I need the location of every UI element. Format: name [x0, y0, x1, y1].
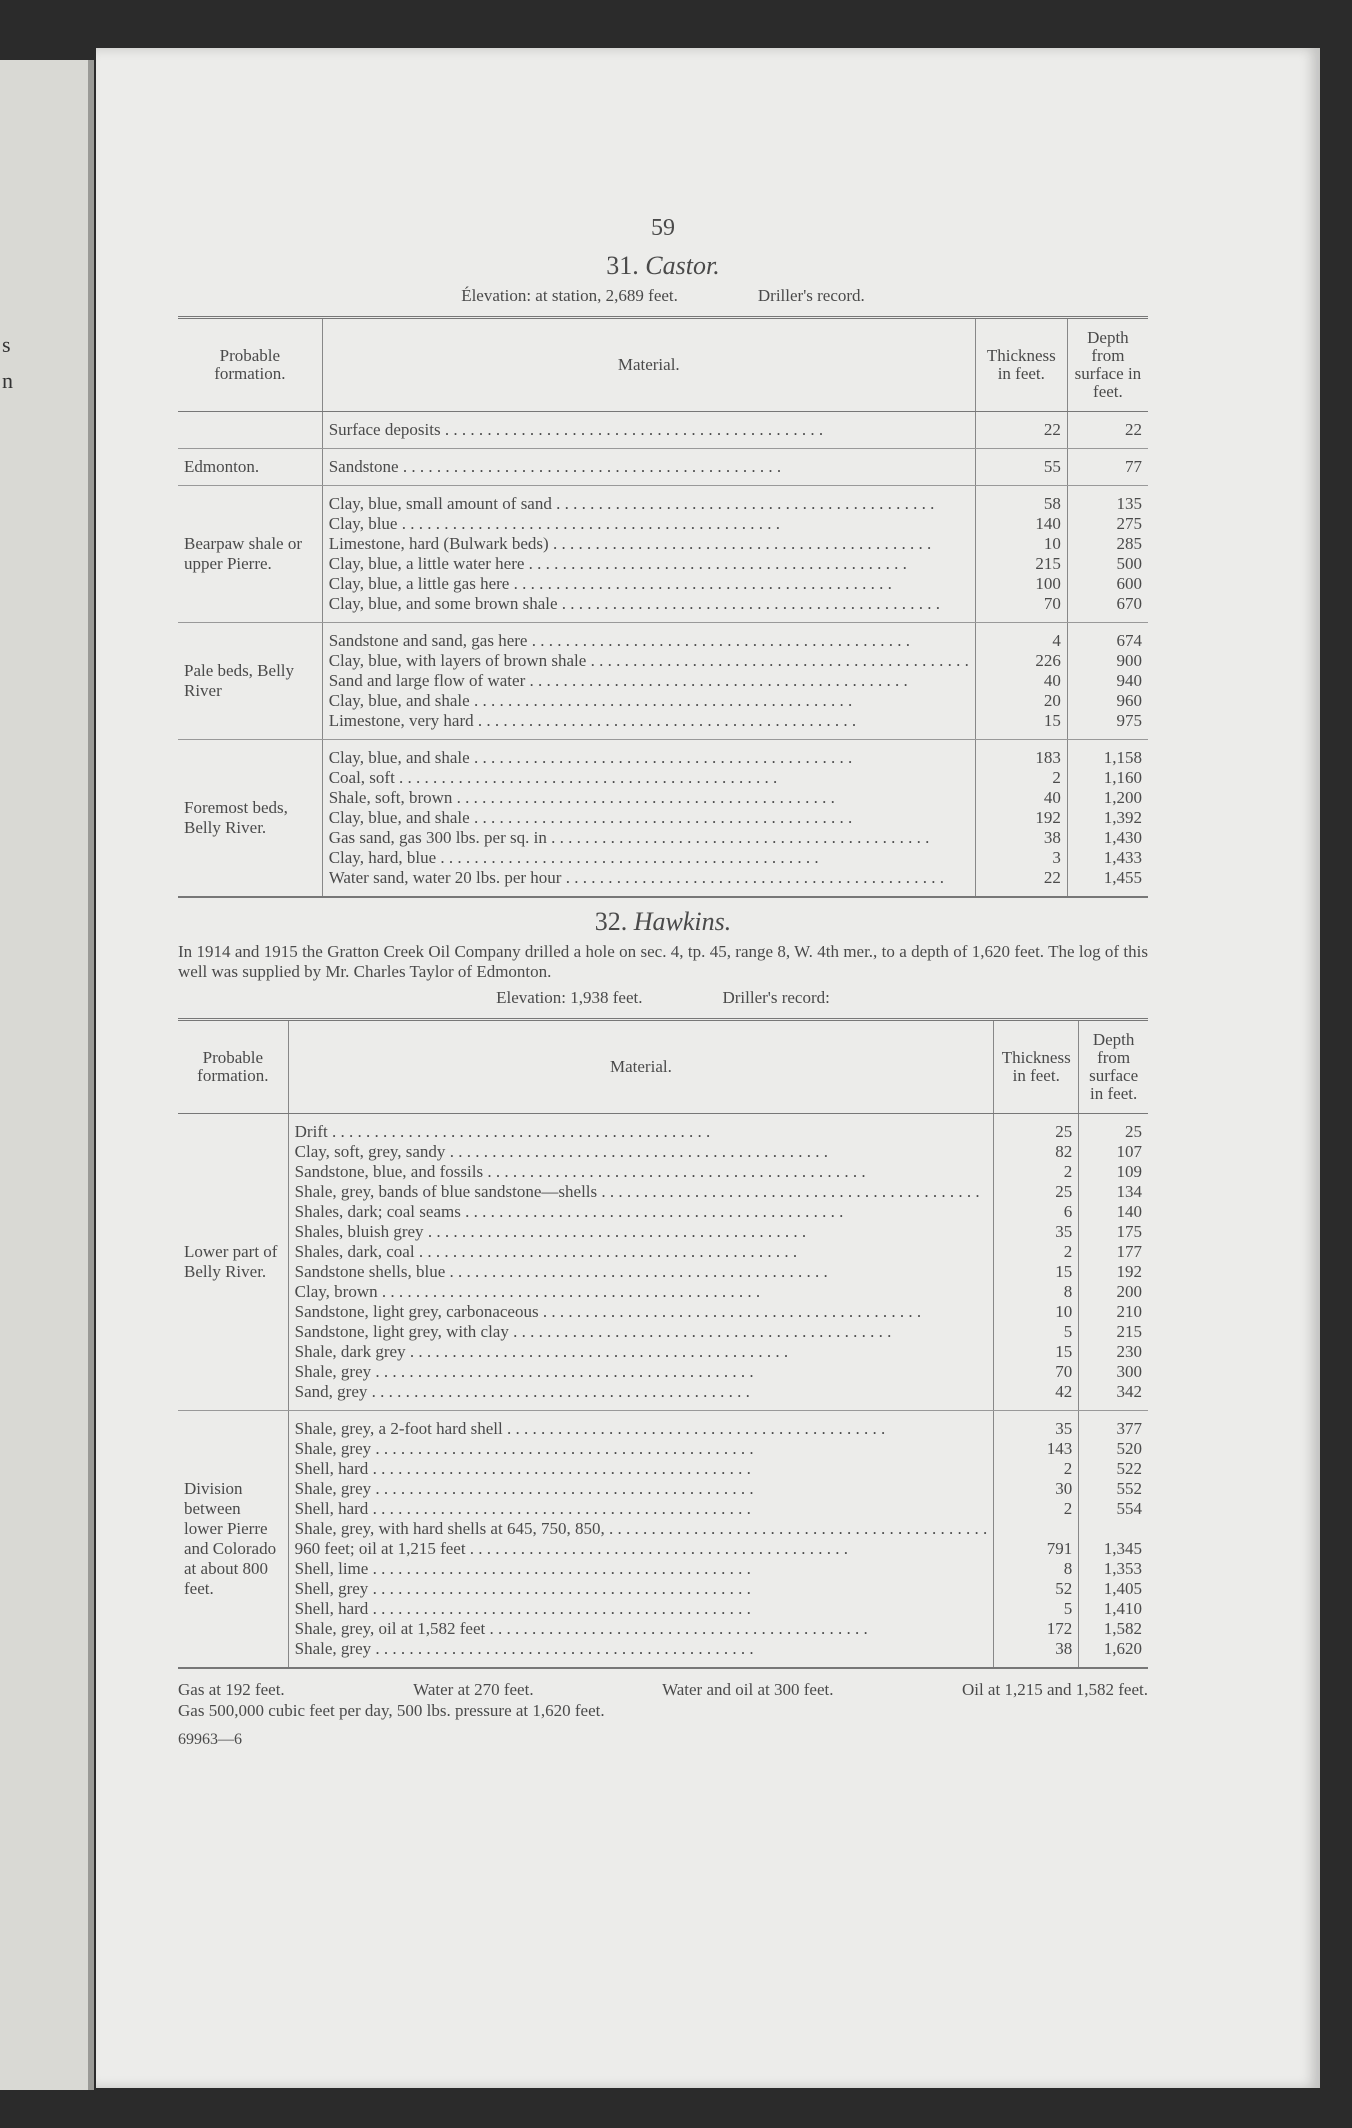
formation-cell: Edmonton.	[178, 449, 322, 486]
depth-value: 215	[1116, 1322, 1142, 1341]
thickness-value: 70	[1043, 594, 1061, 613]
depth-value: 175	[1116, 1222, 1142, 1241]
material-line: Clay, blue, small amount of sand . . .	[329, 494, 969, 514]
material-line: Sandstone . . .	[329, 457, 969, 477]
material-line: Shale, grey, with hard shells at 645, 750, 850, . . .	[295, 1519, 988, 1539]
section-number: 31.	[606, 251, 639, 280]
thickness-value: 140	[1035, 514, 1061, 533]
section-name: Hawkins.	[633, 907, 732, 936]
material-line: Clay, hard, blue . . .	[329, 848, 969, 868]
footnote-line	[178, 1679, 1148, 1700]
depth-value: 940	[1116, 671, 1142, 690]
thickness-value: 35	[1055, 1419, 1073, 1438]
depth-value: 135	[1116, 494, 1142, 513]
material-line: Sand, grey . . .	[295, 1382, 988, 1402]
thickness-value: 15	[1055, 1342, 1073, 1361]
material-cell	[288, 1411, 994, 1669]
section-title	[178, 907, 1148, 936]
left-margin-char: s	[2, 332, 11, 357]
thickness-value: 30	[1055, 1479, 1073, 1498]
thickness-cell	[975, 412, 1067, 449]
depth-value: 670	[1116, 594, 1142, 613]
table-row	[178, 740, 1148, 898]
thickness-value: 143	[1046, 1439, 1073, 1458]
material-cell	[322, 623, 975, 740]
material-line: Sandstone, light grey, carbonaceous . . .	[295, 1302, 988, 1322]
material-line: Shale, grey . . .	[295, 1479, 988, 1499]
depth-value: 300	[1116, 1362, 1142, 1381]
thickness-value: 25	[1055, 1122, 1073, 1141]
thickness-cell	[975, 486, 1067, 623]
material-line: Shell, hard . . .	[295, 1599, 988, 1619]
table-row	[178, 486, 1148, 623]
depth-value: 134	[1116, 1182, 1142, 1201]
left-page-edge	[0, 60, 94, 2090]
record-type: Driller's record:	[722, 988, 830, 1007]
thickness-value: 215	[1035, 554, 1061, 573]
depth-value: 1,392	[1103, 808, 1142, 827]
depth-value: 107	[1116, 1142, 1142, 1161]
depth-value: 554	[1116, 1499, 1142, 1518]
thickness-value: 22	[1043, 868, 1061, 887]
thickness-value: 70	[1055, 1362, 1073, 1381]
section-intro: In 1914 and 1915 the Gratton Creek Oil Company drilled a hole on sec. 4, tp. 45, range 8, W. 4th mer., to a depth of 1,620 feet. The log of this well was supplied by Mr. Charles Taylor of Edmonton.	[178, 942, 1148, 981]
table-row	[178, 412, 1148, 449]
material-line: Clay, blue, and shale . . .	[329, 808, 969, 828]
thickness-value: 2	[1052, 768, 1061, 787]
material-cell	[322, 740, 975, 898]
material-line: Water sand, water 20 lbs. per hour . . .	[329, 868, 969, 888]
thickness-value: 2	[1063, 1459, 1073, 1478]
depth-value: 230	[1116, 1342, 1142, 1361]
thickness-value: 35	[1055, 1222, 1073, 1241]
depth-value: 520	[1116, 1439, 1142, 1458]
material-line: Gas sand, gas 300 lbs. per sq. in . . .	[329, 828, 969, 848]
depth-value: 377	[1116, 1419, 1142, 1438]
depth-value	[1085, 1519, 1142, 1539]
thickness-value: 25	[1055, 1182, 1073, 1201]
thickness-value: 38	[1043, 828, 1061, 847]
material-line: Limestone, very hard . . .	[329, 711, 969, 731]
depth-value: 1,405	[1103, 1579, 1142, 1598]
thickness-value: 40	[1043, 788, 1061, 807]
material-line: Clay, blue, a little water here . . .	[329, 554, 969, 574]
note-water: Water at 270 feet.	[413, 1680, 534, 1699]
depth-value: 975	[1116, 711, 1142, 730]
depth-value: 900	[1116, 651, 1142, 670]
depth-cell	[1067, 486, 1148, 623]
note-water-oil: Water and oil at 300 feet.	[662, 1680, 834, 1699]
thickness-value: 52	[1055, 1579, 1073, 1598]
thickness-value: 183	[1035, 748, 1061, 767]
material-line: Clay, blue, and some brown shale . . .	[329, 594, 969, 614]
material-line: Limestone, hard (Bulwark beds) . . .	[329, 534, 969, 554]
header-formation: Probable formation.	[178, 318, 322, 412]
table-row	[178, 623, 1148, 740]
footnotes	[178, 1679, 1148, 1750]
thickness-value	[1000, 1519, 1072, 1539]
material-line: Shell, lime . . .	[295, 1559, 988, 1579]
material-cell	[288, 1114, 994, 1411]
material-line: Sandstone and sand, gas here . . .	[329, 631, 969, 651]
thickness-value: 20	[1043, 691, 1061, 710]
depth-value: 22	[1125, 420, 1142, 439]
note-gas: Gas at 192 feet.	[178, 1680, 285, 1699]
material-line: Surface deposits . . .	[329, 420, 969, 440]
thickness-value: 82	[1055, 1142, 1073, 1161]
material-cell	[322, 486, 975, 623]
material-line: Shale, grey . . .	[295, 1639, 988, 1659]
thickness-value: 55	[1043, 457, 1061, 476]
thickness-value: 42	[1055, 1382, 1073, 1401]
thickness-value: 15	[1043, 711, 1061, 730]
elevation-text: Élevation: at station, 2,689 feet.	[461, 286, 678, 305]
thickness-value: 2	[1063, 1242, 1073, 1261]
record-type: Driller's record.	[757, 286, 865, 305]
thickness-value: 5	[1063, 1322, 1073, 1341]
depth-cell	[1079, 1411, 1148, 1669]
depth-cell	[1067, 412, 1148, 449]
thickness-value: 3	[1052, 848, 1061, 867]
material-line: Shales, dark, coal . . .	[295, 1242, 988, 1262]
table-row	[178, 449, 1148, 486]
material-line: Shell, hard . . .	[295, 1499, 988, 1519]
material-line: Sandstone, blue, and fossils . . .	[295, 1162, 988, 1182]
note-oil: Oil at 1,215 and 1,582 feet.	[961, 1680, 1148, 1699]
depth-value: 285	[1116, 534, 1142, 553]
formation-cell: Division between lower Pierre and Colorado at about 800 feet.	[178, 1411, 288, 1669]
material-line: Shale, soft, brown . . .	[329, 788, 969, 808]
material-line: Sandstone, light grey, with clay . . .	[295, 1322, 988, 1342]
material-cell	[322, 412, 975, 449]
depth-value: 1,345	[1103, 1539, 1142, 1558]
depth-value: 522	[1116, 1459, 1142, 1478]
depth-value: 192	[1116, 1262, 1142, 1281]
material-line: Clay, blue, a little gas here . . .	[329, 574, 969, 594]
table-body	[178, 1114, 1148, 1669]
depth-value: 1,160	[1103, 768, 1142, 787]
material-line: Clay, blue . . .	[329, 514, 969, 534]
thickness-value: 100	[1035, 574, 1061, 593]
depth-value: 960	[1116, 691, 1142, 710]
material-line: Shale, grey . . .	[295, 1439, 988, 1459]
depth-value: 1,582	[1103, 1619, 1142, 1638]
thickness-cell	[975, 623, 1067, 740]
print-reference: 69963—6	[178, 1731, 242, 1748]
depth-value: 552	[1116, 1479, 1142, 1498]
header-thickness: Thickness in feet.	[994, 1020, 1079, 1114]
material-line: Shell, hard . . .	[295, 1459, 988, 1479]
depth-value: 77	[1125, 457, 1142, 476]
depth-cell	[1067, 449, 1148, 486]
material-line: Coal, soft . . .	[329, 768, 969, 788]
depth-value: 1,620	[1103, 1639, 1142, 1658]
footnote-line: Gas 500,000 cubic feet per day, 500 lbs. pressure at 1,620 feet.	[178, 1701, 605, 1720]
depth-value: 177	[1116, 1242, 1142, 1261]
formation-cell: Pale beds, Belly River	[178, 623, 322, 740]
thickness-value: 2	[1063, 1162, 1073, 1181]
material-cell	[322, 449, 975, 486]
depth-value: 1,455	[1103, 868, 1142, 887]
well-log-table	[178, 316, 1148, 898]
material-line: Shale, grey, bands of blue sandstone—shells . . .	[295, 1182, 988, 1202]
depth-value: 1,410	[1103, 1599, 1142, 1618]
thickness-value: 10	[1043, 534, 1061, 553]
material-line: Clay, blue, and shale . . .	[329, 691, 969, 711]
material-line: Shale, dark grey . . .	[295, 1342, 988, 1362]
section-number: 32.	[594, 907, 628, 936]
thickness-value: 58	[1043, 494, 1061, 513]
depth-value: 140	[1116, 1202, 1142, 1221]
header-depth: Depth from surface in feet.	[1067, 318, 1148, 412]
table-row	[178, 1114, 1148, 1411]
page-content	[178, 215, 1148, 1750]
depth-value: 600	[1116, 574, 1142, 593]
thickness-value: 40	[1043, 671, 1061, 690]
material-line: Sandstone shells, blue . . .	[295, 1262, 988, 1282]
material-line: Shales, bluish grey . . .	[295, 1222, 988, 1242]
depth-value: 200	[1116, 1282, 1142, 1301]
depth-cell	[1079, 1114, 1148, 1411]
depth-value: 1,353	[1103, 1559, 1142, 1578]
material-line: Clay, soft, grey, sandy . . .	[295, 1142, 988, 1162]
header-formation: Probable formation.	[178, 1020, 288, 1114]
material-line: Shell, grey . . .	[295, 1579, 988, 1599]
formation-cell	[178, 412, 322, 449]
depth-value: 1,430	[1103, 828, 1142, 847]
thickness-cell	[994, 1411, 1079, 1669]
depth-value: 1,433	[1103, 848, 1142, 867]
elevation-text: Elevation: 1,938 feet.	[496, 988, 643, 1007]
well-log-table	[178, 1018, 1148, 1669]
section-name: Castor.	[645, 251, 720, 280]
formation-cell: Lower part of Belly River.	[178, 1114, 288, 1411]
header-thickness: Thickness in feet.	[975, 318, 1067, 412]
material-line: Shale, grey, oil at 1,582 feet . . .	[295, 1619, 988, 1639]
section-meta	[178, 286, 1148, 306]
thickness-value: 8	[1063, 1282, 1073, 1301]
depth-value: 342	[1116, 1382, 1142, 1401]
thickness-cell	[975, 449, 1067, 486]
depth-value: 25	[1125, 1122, 1142, 1141]
depth-value: 210	[1116, 1302, 1142, 1321]
depth-value: 1,200	[1103, 788, 1142, 807]
thickness-value: 192	[1035, 808, 1061, 827]
header-material: Material.	[322, 318, 975, 412]
material-line: Drift . . .	[295, 1122, 988, 1142]
table-body	[178, 412, 1148, 898]
depth-value: 275	[1116, 514, 1142, 533]
thickness-cell	[994, 1114, 1079, 1411]
header-material: Material.	[288, 1020, 994, 1114]
depth-value: 1,158	[1103, 748, 1142, 767]
material-line: Clay, blue, and shale . . .	[329, 748, 969, 768]
thickness-value: 10	[1055, 1302, 1073, 1321]
thickness-value: 2	[1063, 1499, 1073, 1518]
thickness-value: 8	[1063, 1559, 1073, 1578]
section-meta	[178, 988, 1148, 1008]
thickness-value: 791	[1046, 1539, 1073, 1558]
depth-cell	[1067, 623, 1148, 740]
material-line: Clay, blue, with layers of brown shale . . .	[329, 651, 969, 671]
thickness-value: 22	[1043, 420, 1061, 439]
material-line: Shale, grey . . .	[295, 1362, 988, 1382]
thickness-cell	[975, 740, 1067, 898]
material-line: 960 feet; oil at 1,215 feet . . .	[295, 1539, 988, 1559]
header-depth: Depth from surface in feet.	[1079, 1020, 1148, 1114]
depth-value: 674	[1116, 631, 1142, 650]
depth-value: 500	[1116, 554, 1142, 573]
thickness-value: 6	[1063, 1202, 1073, 1221]
depth-value: 109	[1116, 1162, 1142, 1181]
document-page	[96, 48, 1320, 2088]
material-line: Sand and large flow of water . . .	[329, 671, 969, 691]
left-margin-char: n	[2, 368, 13, 393]
thickness-value: 15	[1055, 1262, 1073, 1281]
section-title	[178, 251, 1148, 280]
formation-cell: Bearpaw shale or upper Pierre.	[178, 486, 322, 623]
thickness-value: 4	[1052, 631, 1061, 650]
page-number: 59	[651, 215, 675, 241]
thickness-value: 38	[1055, 1639, 1073, 1658]
table-row	[178, 1411, 1148, 1669]
material-line: Clay, brown . . .	[295, 1282, 988, 1302]
thickness-value: 226	[1035, 651, 1061, 670]
material-line: Shales, dark; coal seams . . .	[295, 1202, 988, 1222]
depth-cell	[1067, 740, 1148, 898]
formation-cell: Foremost beds, Belly River.	[178, 740, 322, 898]
material-line: Shale, grey, a 2-foot hard shell . . .	[295, 1419, 988, 1439]
thickness-value: 172	[1046, 1619, 1073, 1638]
thickness-value: 5	[1063, 1599, 1073, 1618]
